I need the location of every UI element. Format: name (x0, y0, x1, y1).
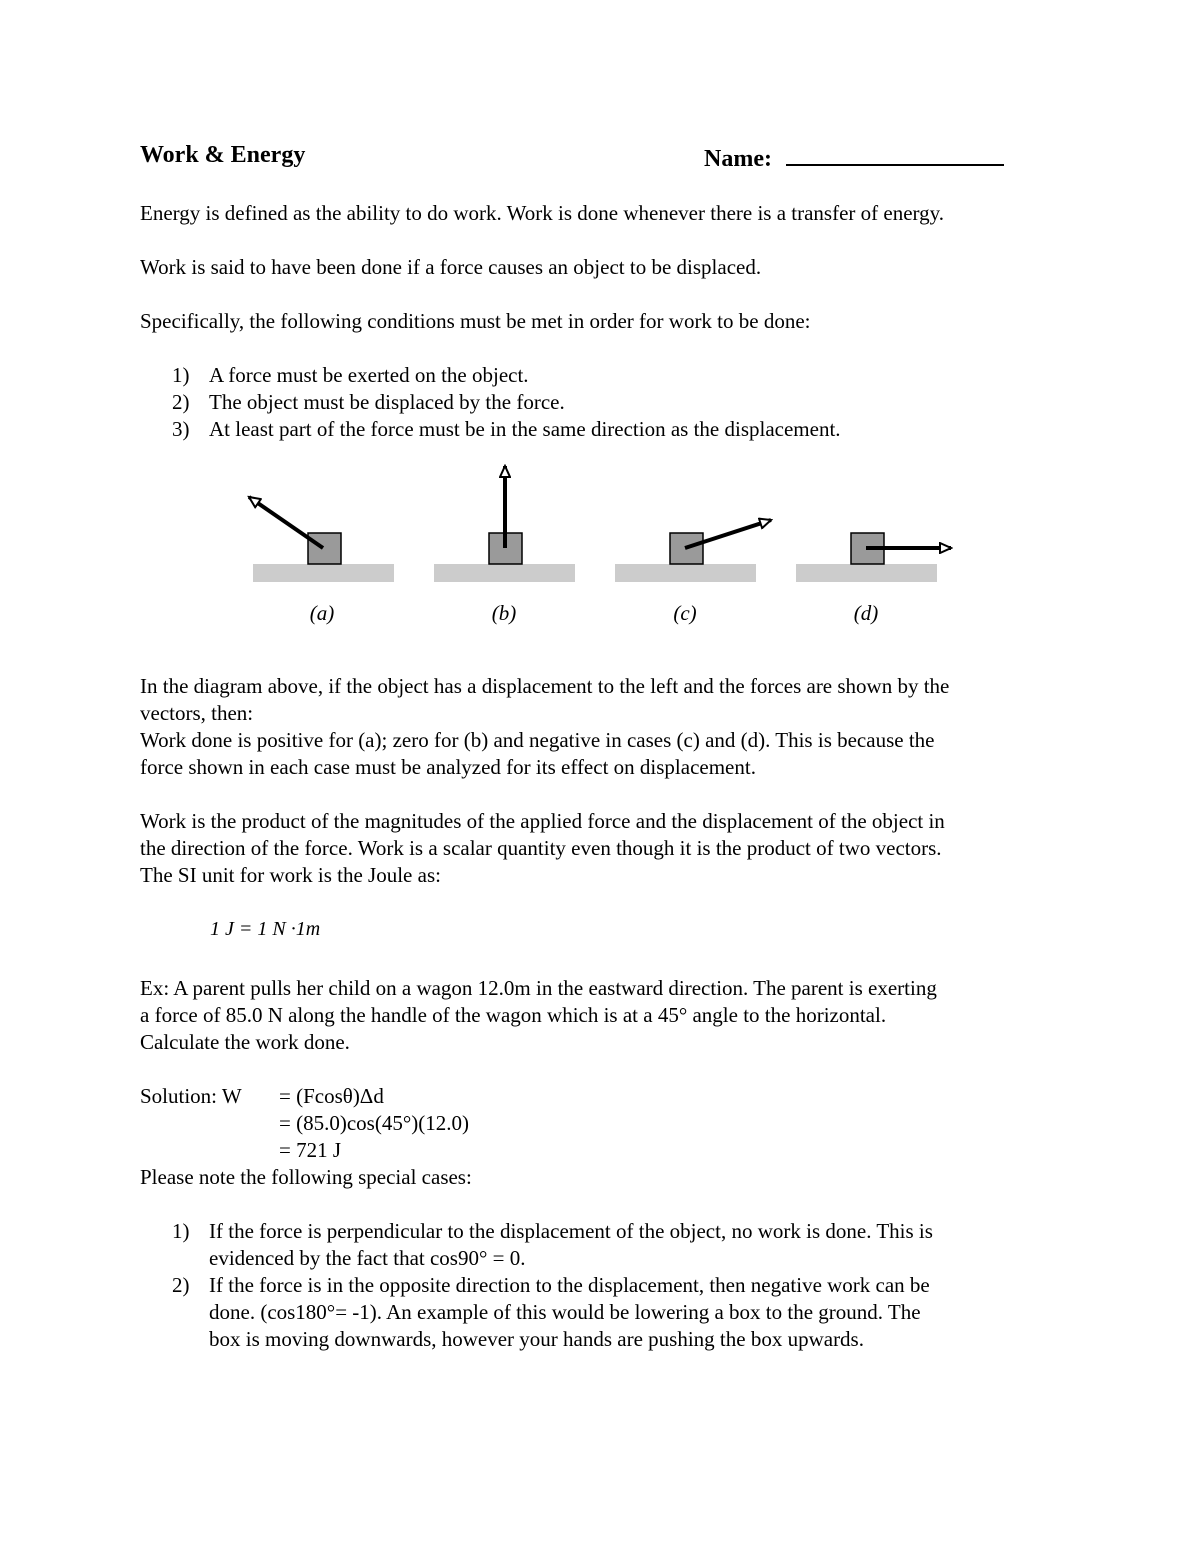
solution-line-1: = (Fcosθ)Δd (279, 1084, 384, 1108)
name-blank-line (786, 142, 1004, 166)
special-cases-intro: Please note the following special cases: (140, 1165, 472, 1189)
joule-formula: 1 J = 1 N ·1m (210, 918, 321, 940)
condition-item-2: 2) The object must be displaced by the force. (172, 390, 565, 414)
example-line-3: Calculate the work done. (140, 1030, 350, 1054)
name-field (704, 142, 1004, 173)
diagram-d (796, 533, 951, 625)
diagram-label-d: (d) (853, 601, 879, 625)
solution-line-2: = (85.0)cos(45°)(12.0) (279, 1111, 469, 1135)
example-line-2: a force of 85.0 N along the handle of the wagon which is at a 45° angle to the horizontal. (140, 1003, 887, 1027)
intro-paragraph-2: Work is said to have been done if a force causes an object to be displaced. (140, 255, 762, 279)
definition-line-1: Work is the product of the magnitudes of the applied force and the displacement of the object in (140, 809, 945, 833)
solution-line-3: = 721 J (279, 1138, 342, 1162)
diagram-label-c: (c) (673, 601, 697, 625)
example-line-1: Ex: A parent pulls her child on a wagon 12.0m in the eastward direction. The parent is exerting (140, 976, 937, 1000)
diagram-b (434, 466, 575, 625)
page-title: Work & Energy (140, 142, 306, 168)
condition-item-3: 3) At least part of the force must be in the same direction as the displacement. (172, 417, 841, 441)
explanation-line-3: Work done is positive for (a); zero for (b) and negative in cases (c) and (d). This is because the (140, 728, 935, 752)
explanation-line-2: vectors, then: (140, 701, 254, 725)
diagram-c (615, 520, 771, 625)
force-diagram (0, 450, 1200, 640)
definition-line-3: The SI unit for work is the Joule as: (140, 863, 441, 887)
intro-paragraph-1: Energy is defined as the ability to do work. Work is done whenever there is a transfer of energy. (140, 201, 945, 225)
diagram-label-a: (a) (309, 601, 335, 625)
definition-line-2: the direction of the force. Work is a scalar quantity even though it is the product of two vectors. (140, 836, 942, 860)
intro-paragraph-3: Specifically, the following conditions must be met in order for work to be done: (140, 309, 811, 333)
diagram-a (249, 497, 394, 625)
name-label: Name: (704, 146, 772, 172)
special-case-1: 1) If the force is perpendicular to the displacement of the object, no work is done. This is evidenced by the fact that cos90° = 0. (172, 1219, 933, 1270)
diagram-label-b: (b) (491, 601, 517, 625)
explanation-line-4: force shown in each case must be analyzed for its effect on displacement. (140, 755, 756, 779)
special-case-2: 2) If the force is in the opposite direction to the displacement, then negative work can be done. (cos180°= -1). An example of this would be lowering a box to the ground. The box is moving downwards, however your hands are pushing the box upwards. (172, 1273, 930, 1351)
condition-item-1: 1) A force must be exerted on the object. (172, 363, 529, 387)
solution-label: Solution: W (140, 1084, 242, 1108)
explanation-line-1: In the diagram above, if the object has a displacement to the left and the forces are shown by the (140, 674, 950, 698)
